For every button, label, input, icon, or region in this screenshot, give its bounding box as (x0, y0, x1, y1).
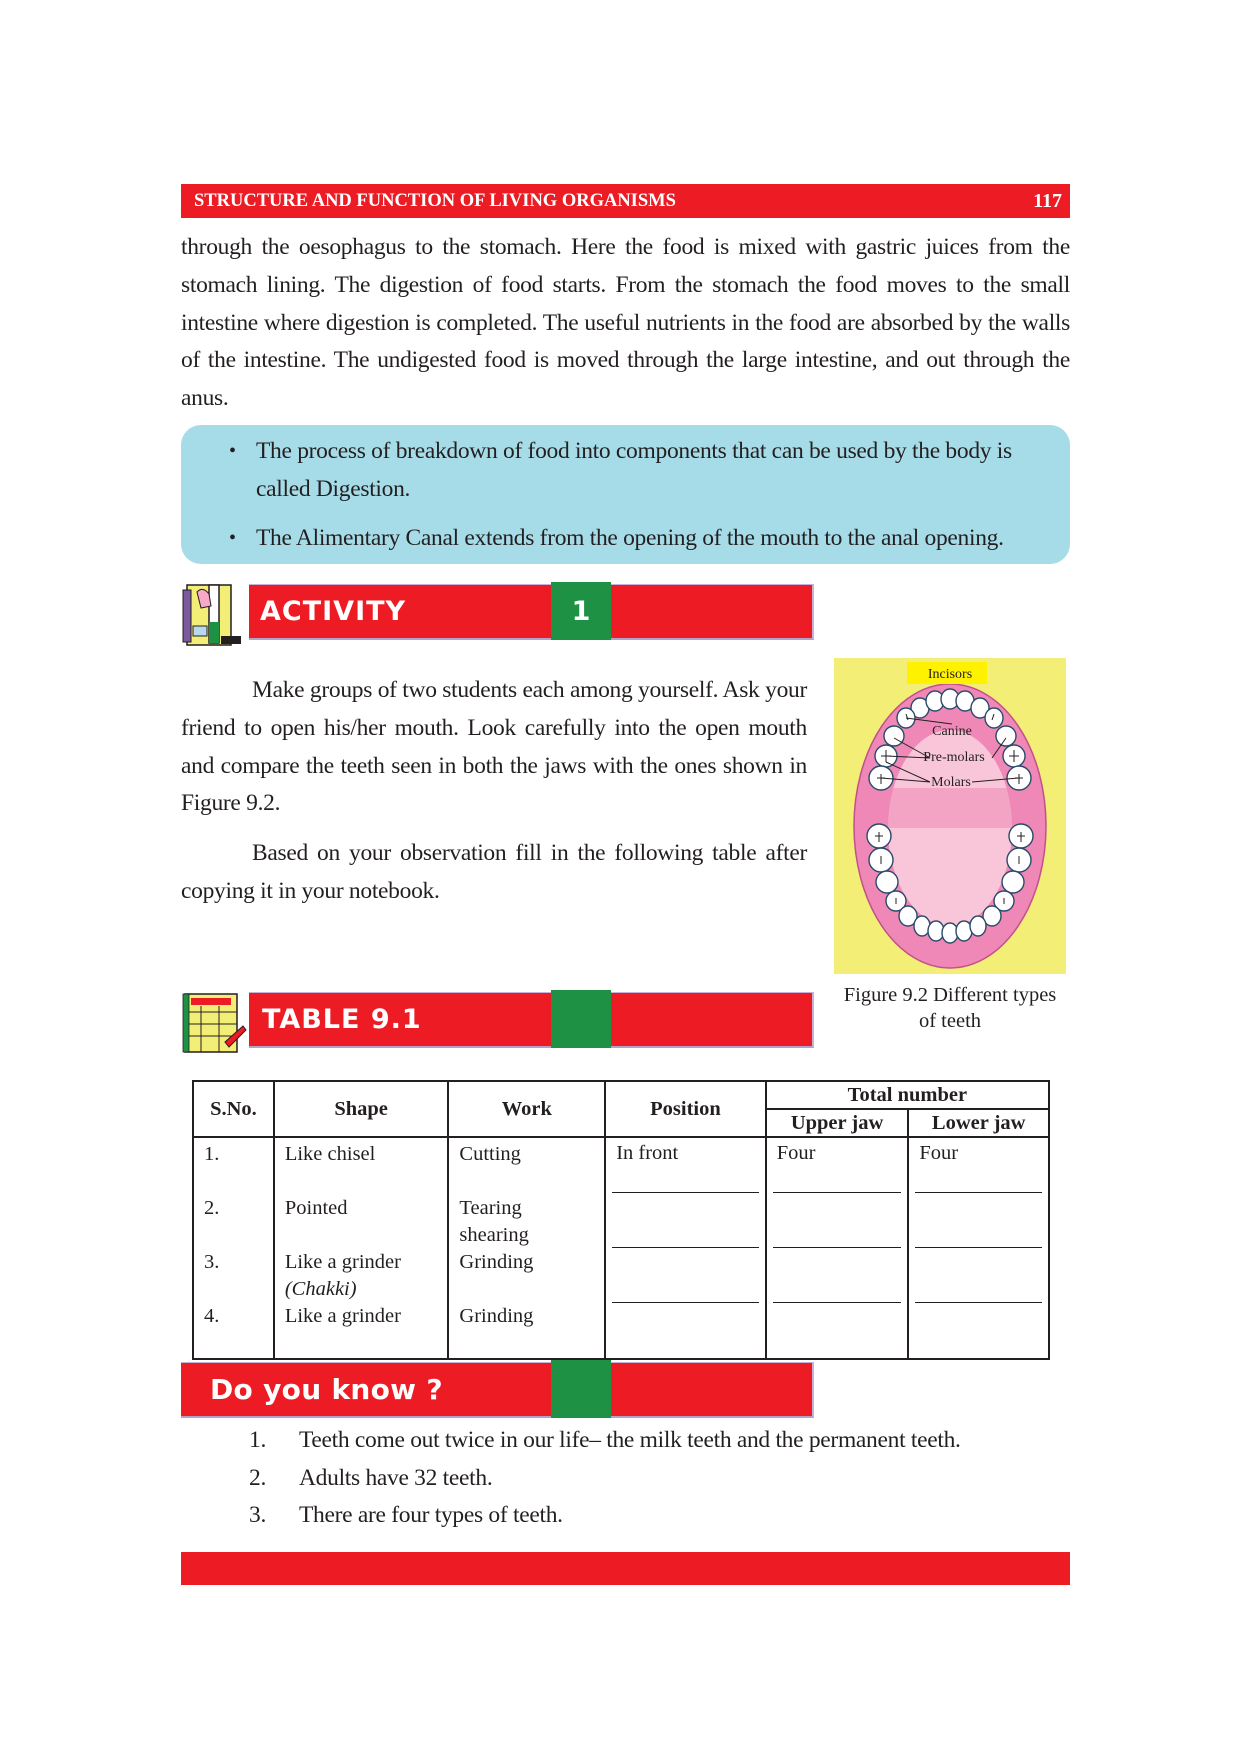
key-points-box (181, 425, 1070, 564)
header-sno: S.No. (193, 1081, 274, 1137)
activity-flask-icon (181, 582, 247, 648)
canine-label: Canine (932, 724, 972, 739)
position-column: In front (605, 1137, 766, 1359)
table-chart-icon (181, 990, 247, 1056)
do-you-know-list (249, 1422, 961, 1535)
header-total-number: Total number (766, 1081, 1049, 1109)
work-column: Cutting Tearing shearing Grinding Grinding (448, 1137, 605, 1359)
sno-column: 1. 2. 3. 4. (193, 1137, 274, 1359)
header-work: Work (448, 1081, 605, 1137)
activity-paragraph: Based on your observation fill in the following table after copying it in your notebook. (181, 840, 807, 904)
header-position: Position (605, 1081, 766, 1137)
key-point: • The Alimentary Canal extends from the opening of the mouth to the anal opening. (229, 520, 1030, 558)
list-item: 1. Teeth come out twice in our life– the milk teeth and the permanent teeth. (249, 1427, 961, 1453)
key-point: • The process of breakdown of food into components that can be used by the body is called Digestion. (229, 433, 1030, 508)
upper-jaw-column: Four (766, 1137, 909, 1359)
list-item: 2. Adults have 32 teeth. (249, 1464, 493, 1491)
shape-column: Like chisel Pointed Like a grinder (Chakki) Like a grinder (274, 1137, 449, 1359)
running-header (181, 184, 1070, 218)
bullet-icon: • (229, 527, 236, 549)
teeth-table (192, 1080, 1050, 1356)
activity-number: 1 (571, 595, 591, 627)
incisors-label: Incisors (927, 667, 973, 682)
figure-caption: Figure 9.2 Different types of teeth (843, 984, 1057, 1032)
header-upper-jaw: Upper jaw (766, 1109, 909, 1137)
lower-jaw-column: Four (908, 1137, 1049, 1359)
table-banner (181, 990, 814, 1048)
footer-bar (181, 1552, 1070, 1585)
do-you-know-banner (181, 1360, 814, 1418)
activity-paragraph: Make groups of two students each among yourself. Ask your friend to open his/her mouth. Look carefully into the open mouth and compare the teeth seen in both the jaws with the ones shown in Figure 9.2. (181, 677, 807, 817)
chapter-title: STRUCTURE AND FUNCTION OF LIVING ORGANISMS (194, 190, 676, 211)
header-lower-jaw: Lower jaw (908, 1109, 1049, 1137)
premolars-label: Pre-molars (923, 750, 985, 765)
do-you-know-label: Do you know ? (210, 1372, 443, 1406)
activity-banner (181, 582, 814, 640)
activity-label: ACTIVITY (260, 595, 407, 627)
activity-text (181, 672, 807, 911)
molars-label: Molars (931, 775, 971, 790)
header-shape: Shape (274, 1081, 449, 1137)
bullet-icon: • (229, 440, 236, 462)
page-number: 117 (1033, 189, 1062, 212)
intro-paragraph: through the oesophagus to the stomach. Here the food is mixed with gastric juices from the stomach lining. The digestion of food starts. From the stomach the food moves to the small intestine where digestion is completed. The useful nutrients in the food are absorbed by the walls of the intestine. The undigested food is moved through the large intestine, and out through the anus. (181, 234, 1070, 412)
table-label: TABLE 9.1 (262, 1003, 422, 1035)
teeth-figure (834, 658, 1066, 974)
list-item: 3. There are four types of teeth. (249, 1502, 563, 1528)
